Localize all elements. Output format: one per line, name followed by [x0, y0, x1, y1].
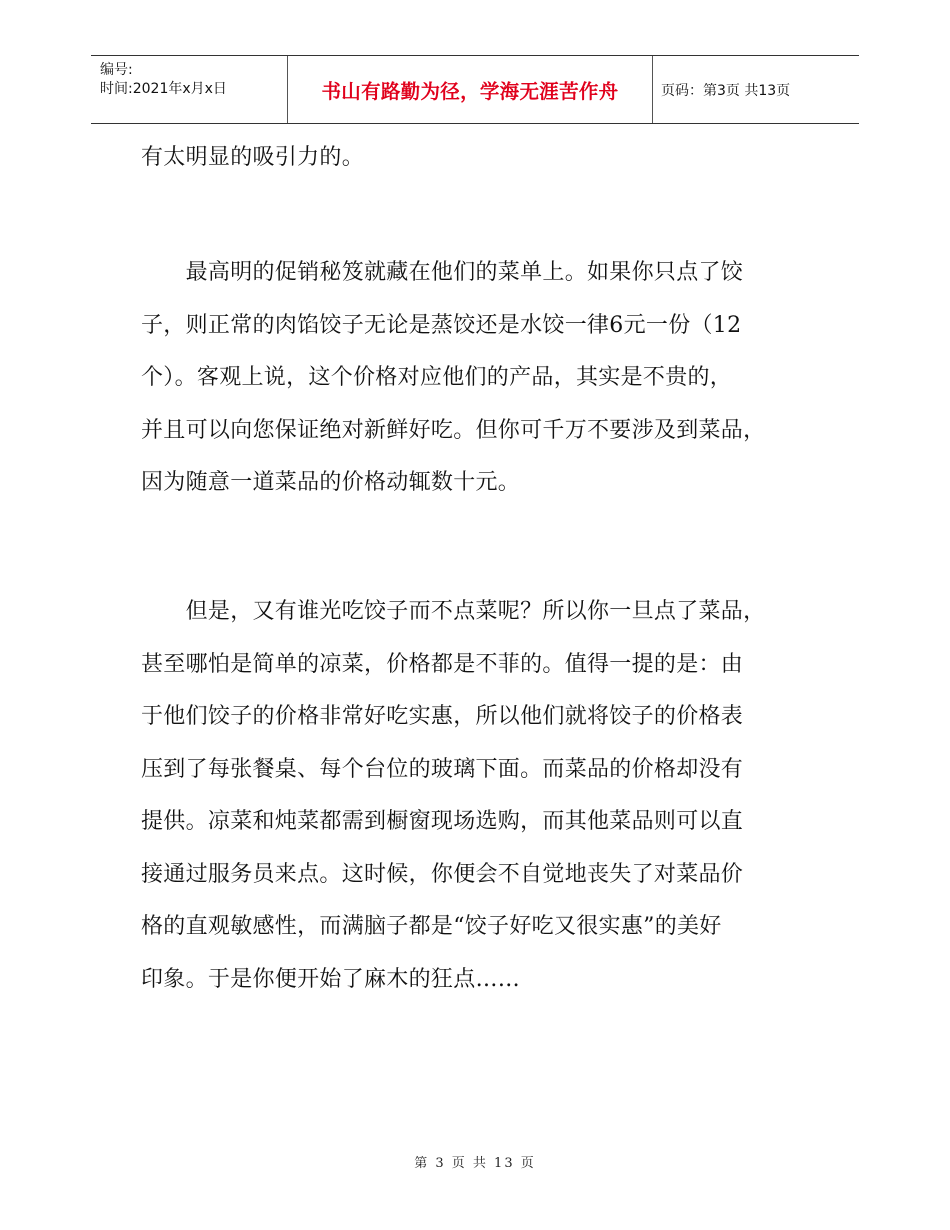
header-page-number: 页码：第3页 共13页 [661, 82, 791, 99]
paragraph-continuation: 有太明显的吸引力的。 [141, 145, 365, 170]
paragraph-ordering-psychology: 但是，又有谁光吃饺子而不点菜呢？所以你一旦点了菜品， 甚至哪怕是简单的凉菜，价格都是不菲的。值得一提的是：由 于他们饺子的价格非常好吃实惠，所以他们就将饺子的价格表 压到了每张餐桌、每个台位的玻璃下面。而菜品的价格却没有 提供。凉菜和炖菜都需到橱窗现场选购，而其他菜品则可以直 接通过服务员来点。这时候，你便会不自觉地丧失了对菜品价 格的直观敏感性，而满脑子都是“饺子好吃又很实惠”的美好 印象。于是你便开始了麻木的狂点…… [141, 599, 766, 992]
serial-number-label: 编号: [100, 62, 133, 78]
page-footer: 第 3 页 共 13 页 [414, 1156, 536, 1171]
header-motto: 书山有路勤为径，学海无涯苦作舟 [321, 79, 619, 103]
paragraph-menu-strategy: 最高明的促销秘笈就藏在他们的菜单上。如果你只点了饺 子，则正常的肉馅饺子无论是蒸饺还是水饺一律6元一份（12 个）。客观上说，这个价格对应他们的产品，其实是不贵的， 并且可以向您保证绝对新鲜好吃。但你可千万不要涉及到菜品， 因为随意一道菜品的价格动辄数十元。 [141, 260, 766, 495]
header-page-cell [652, 56, 859, 123]
header-motto-cell [287, 56, 653, 123]
date-label: 时间:2021年x月x日 [100, 81, 227, 97]
page-header [91, 55, 859, 124]
header-meta-cell [91, 56, 287, 123]
